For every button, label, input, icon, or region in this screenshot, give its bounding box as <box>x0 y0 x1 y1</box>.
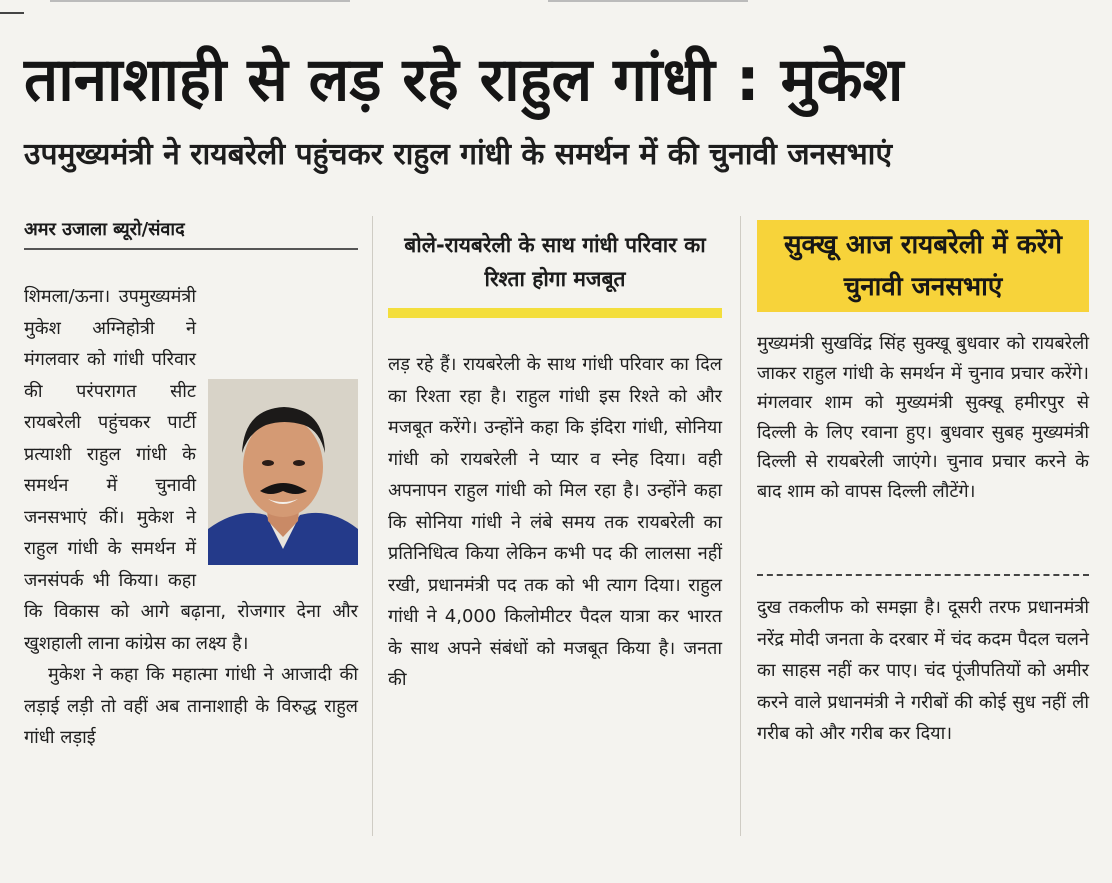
yellow-rule <box>388 308 722 318</box>
photo-frame <box>208 379 358 565</box>
edge-mark <box>0 12 24 14</box>
article-column-1 <box>24 281 358 754</box>
byline-rule <box>24 248 358 250</box>
byline: अमर उजाला ब्यूरो/संवाद <box>24 219 185 240</box>
top-edge <box>0 0 1112 6</box>
mukesh-portrait-photo <box>208 379 358 565</box>
sidebar-story <box>757 329 1089 506</box>
paragraph: मुकेश ने कहा कि महात्मा गांधी ने आजादी की लड़ाई लड़ी तो वहीं अब तानाशाही के विरुद्ध राहुल गांधी लड़ाई <box>24 664 358 748</box>
article-column-3 <box>757 592 1089 750</box>
portrait-illustration <box>208 379 358 565</box>
column-divider <box>740 216 741 836</box>
sidebar-heading: सुक्खू आज रायबरेली में करेंगे चुनावी जनसभाएं <box>783 230 1062 302</box>
paragraph: दुख तकलीफ को समझा है। दूसरी तरफ प्रधानमंत्री नरेंद्र मोदी जनता के दरबार में चंद कदम पैदल चलने का साहस नहीं कर पाए। चंद पूंजीपतियों को अमीर करने वाले प्रधानमंत्री ने गरीबों की कोई सुध नहीं ली गरीब को और गरीब कर दिया। <box>757 597 1089 744</box>
headline: तानाशाही से लड़ रहे राहुल गांधी : मुकेश <box>24 45 904 115</box>
subheadline: उपमुख्यमंत्री ने रायबरेली पहुंचकर राहुल गांधी के समर्थन में की चुनावी जनसभाएं <box>24 137 893 172</box>
cut-text-fragment <box>50 0 350 2</box>
paragraph: शिमला/ऊना। उपमुख्यमंत्री मुकेश अग्निहोत्री ने मंगलवार को गांधी परिवार की परंपरागत सीट रायबरेली पहुंचकर पार्टी प्रत्याशी राहुल गांधी के समर्थन में चुनावी जनसभाएं कीं। मुकेश ने राहुल गांधी के समर्थन में जनसंपर्क भी किया। कहा कि विकास को आगे बढ़ाना, रोजगार देना और खुशहाली लाना कांग्रेस का लक्ष्य है। <box>24 286 358 654</box>
paragraph: मुख्यमंत्री सुखविंद्र सिंह सुक्खू बुधवार को रायबरेली जाकर राहुल गांधी के समर्थन में चुनाव प्रचार करेंगे। मंगलवार शाम को मुख्यमंत्री सुक्खू हमीरपुर से दिल्ली के लिए रवाना हुए। बुधवार सुबह मुख्यमंत्री दिल्ली से रायबरेली जाएंगे। चुनाव प्रचार करने के बाद शाम को वापस दिल्ली लौटेंगे। <box>757 333 1089 502</box>
column-2-subheading: बोले-रायबरेली के साथ गांधी परिवार का रिश्ता होगा मजबूत <box>404 233 706 291</box>
article-column-2 <box>388 349 722 696</box>
cut-text-fragment <box>548 0 748 2</box>
column-divider <box>372 216 373 836</box>
paragraph: लड़ रहे हैं। रायबरेली के साथ गांधी परिवार का दिल का रिश्ता रहा है। राहुल गांधी इस रिश्ते को और मजबूत करेंगे। उन्होंने कहा कि इंदिरा गांधी, सोनिया गांधी को रायबरेली ने प्यार व स्नेह दिया। वही अपनापन राहुल गांधी को मिल रहा है। उन्होंने कहा कि सोनिया गांधी ने लंबे समय तक रायबरेली का प्रतिनिधित्व किया लेकिन कभी पद की लालसा नहीं रखी, प्रधानमंत्री पद तक को भी त्याग दिया। राहुल गांधी ने 4,000 किलोमीटर पैदल यात्रा कर भारत के साथ अपने संबंधों को मजबूत किया है। जनता की <box>388 354 722 690</box>
dashed-separator <box>757 574 1089 576</box>
